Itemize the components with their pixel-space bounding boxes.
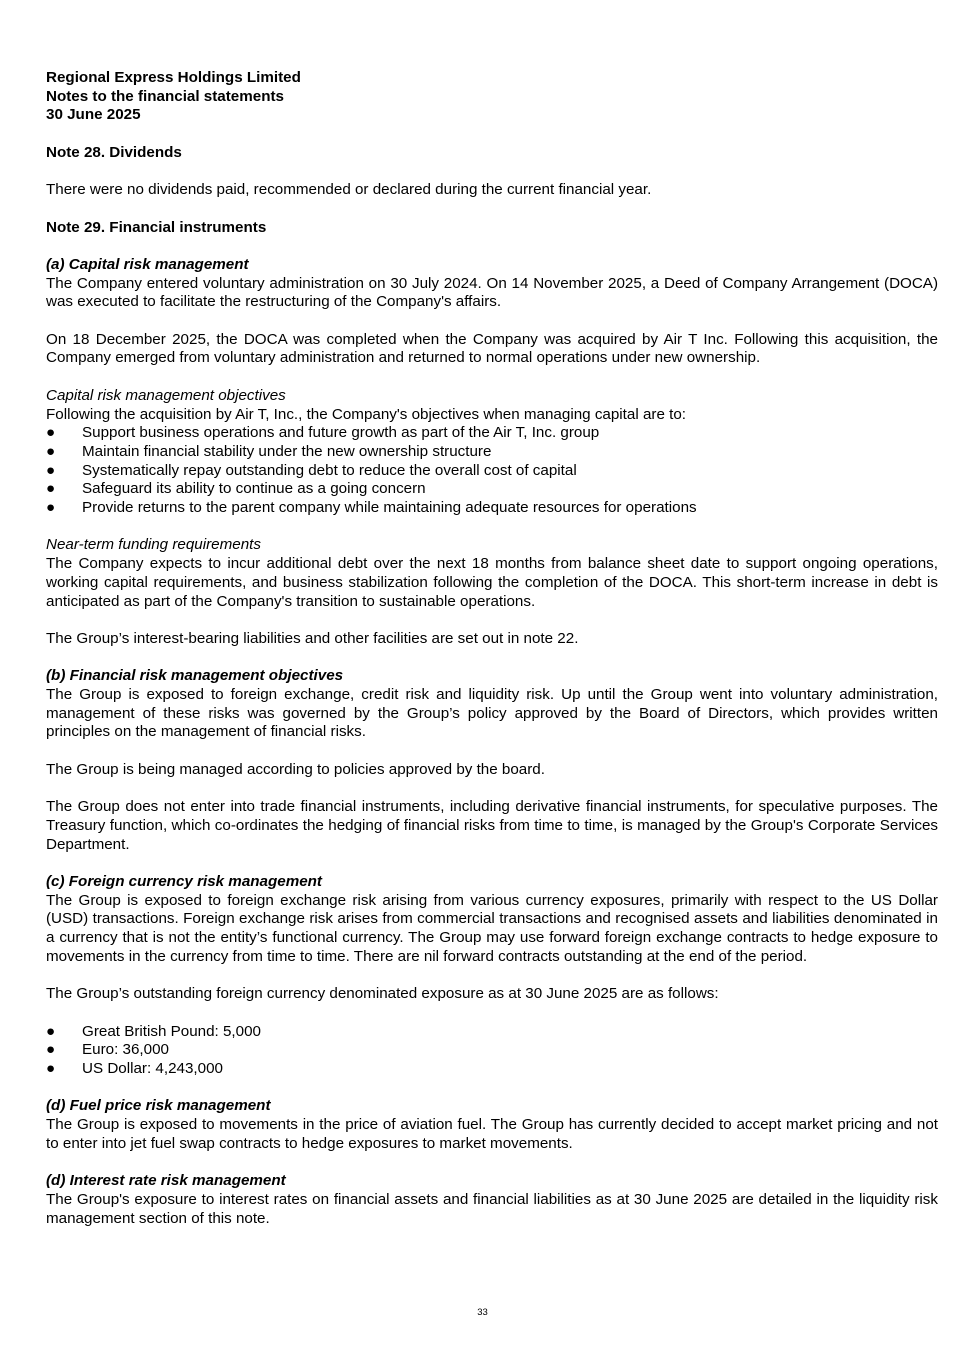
capital-objectives-list — [46, 424, 938, 518]
foreign-currency-heading: (c) Foreign currency risk management — [46, 873, 322, 891]
document-page — [46, 69, 938, 1228]
fuel-price-text: The Group is exposed to movements in the price of aviation fuel. The Group has currently decided to accept market pricing and not to enter into jet fuel swap contracts to hedge exposures to market movements. — [46, 1116, 938, 1152]
list-item: ● Provide returns to the parent company while maintaining adequate resources for operations — [46, 499, 697, 517]
bullet-icon: ● — [46, 1060, 56, 1078]
financial-risk-para-1: The Group is exposed to foreign exchange, credit risk and liquidity risk. Up until the Group went into voluntary administration, management of these risks was governed by the Group’s policy approved by the Board of Directors, which provides written principles on the management of financial risks. — [46, 686, 938, 741]
bullet-icon: ● — [46, 442, 56, 460]
page-number: 33 — [477, 1307, 488, 1318]
company-name: Regional Express Holdings Limited — [46, 69, 301, 86]
interest-rate-text: The Group's exposure to interest rates on financial assets and financial liabilities as at 30 June 2025 are detailed in the liquidity risk management section of this note. — [46, 1190, 938, 1227]
note-28-text: There were no dividends paid, recommended or declared during the current financial year. — [46, 181, 652, 199]
list-item: ● Safeguard its ability to continue as a going concern — [46, 480, 426, 498]
capital-objectives-intro: Following the acquisition by Air T, Inc., the Company's objectives when managing capital are to: — [46, 405, 686, 423]
capital-risk-heading: (a) Capital risk management — [46, 255, 249, 273]
foreign-currency-para-1: The Group is exposed to foreign exchange risk arising from various currency exposures, primarily with respect to the US Dollar (USD) transactions. Foreign exchange risk arises from commercial transactions and recognised assets and liabilities denominated in a currency that is not the entity’s functional currency. The Group may use forward foreign exchange contracts to hedge exposure to movements in the currency from time to time. There are nil forward contracts outstanding at the end of the period. — [46, 891, 938, 965]
note-28-title: Note 28. Dividends — [46, 143, 182, 161]
list-item: ● US Dollar: 4,243,000 — [46, 1060, 223, 1078]
bullet-icon: ● — [46, 1022, 56, 1040]
liabilities-text: The Group’s interest-bearing liabilities and other facilities are set out in note 22. — [46, 629, 579, 647]
list-item: ● Great British Pound: 5,000 — [46, 1022, 261, 1040]
list-item: ● Support business operations and future growth as part of the Air T, Inc. group — [46, 424, 600, 442]
financial-risk-para-2: The Group is being managed according to policies approved by the board. — [46, 760, 545, 778]
currency-exposure-list — [46, 1023, 938, 1079]
funding-heading: Near-term funding requirements — [46, 536, 261, 554]
financial-risk-heading: (b) Financial risk management objectives — [46, 667, 344, 685]
report-date: 30 June 2025 — [46, 106, 141, 124]
document-header — [46, 69, 938, 125]
interest-rate-heading: (d) Interest rate risk management — [46, 1172, 286, 1190]
bullet-icon: ● — [46, 480, 56, 498]
capital-risk-para-2: On 18 December 2025, the DOCA was completed when the Company was acquired by Air T Inc. Following this acquisition, the Company emerged from voluntary administration and returned to normal operations under new ownership. — [46, 330, 938, 367]
funding-text: The Company expects to incur additional debt over the next 18 months from balance sheet date to support ongoing operations, working capital requirements, and business stabilization following the completion of the DOCA. This short-term increase in debt is anticipated as part of the Company's transition to sustainable operations. — [46, 555, 938, 610]
bullet-icon: ● — [46, 499, 56, 517]
capital-risk-para-1: The Company entered voluntary administration on 30 July 2024. On 14 November 2025, a Deed of Company Arrangement (DOCA) was executed to facilitate the restructuring of the Company's affairs. — [46, 274, 938, 311]
bullet-icon: ● — [46, 461, 56, 479]
foreign-currency-section — [46, 873, 938, 1079]
foreign-currency-para-2: The Group’s outstanding foreign currency denominated exposure as at 30 June 2025 are as follows: — [46, 985, 719, 1003]
financial-risk-para-3: The Group does not enter into trade financial instruments, including derivative financial instruments, for speculative purposes. The Treasury function, which co-ordinates the hedging of financial risks from time to time, is managed by the Group's Corporate Services Department. — [46, 798, 938, 853]
capital-objectives-heading: Capital risk management objectives — [46, 386, 286, 404]
bullet-icon: ● — [46, 424, 56, 442]
interest-rate-section — [46, 1172, 938, 1228]
financial-risk-section — [46, 667, 938, 854]
capital-risk-section — [46, 256, 938, 649]
list-item: ● Maintain financial stability under the new ownership structure — [46, 442, 492, 460]
document-subtitle: Notes to the financial statements — [46, 87, 284, 105]
list-item: ● Systematically repay outstanding debt to reduce the overall cost of capital — [46, 461, 577, 479]
list-item: ● Euro: 36,000 — [46, 1041, 169, 1059]
note-29-title: Note 29. Financial instruments — [46, 218, 267, 236]
bullet-icon: ● — [46, 1041, 56, 1059]
fuel-price-heading: (d) Fuel price risk management — [46, 1097, 271, 1115]
fuel-price-section — [46, 1097, 938, 1153]
